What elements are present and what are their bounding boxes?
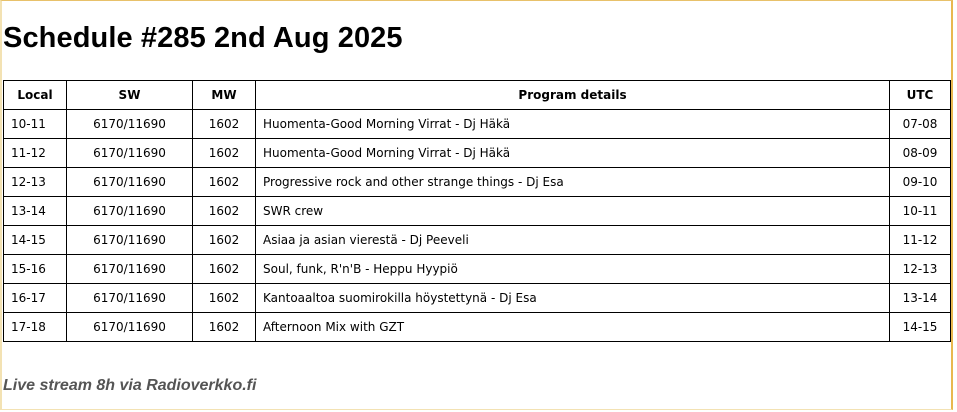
table-row	[4, 284, 951, 313]
cell-local: 11-12	[4, 139, 67, 168]
cell-local: 13-14	[4, 197, 67, 226]
cell-mw: 1602	[193, 226, 256, 255]
table-row	[4, 139, 951, 168]
table-row	[4, 313, 951, 342]
cell-sw: 6170/11690	[67, 313, 193, 342]
cell-local: 17-18	[4, 313, 67, 342]
table-row	[4, 110, 951, 139]
cell-utc: 07-08	[890, 110, 951, 139]
header-program-details: Program details	[256, 81, 890, 110]
cell-program: Kantoaaltoa suomirokilla höystettynä - Dj Esa	[256, 284, 890, 313]
cell-local: 15-16	[4, 255, 67, 284]
cell-local: 12-13	[4, 168, 67, 197]
cell-program: Progressive rock and other strange things - Dj Esa	[256, 168, 890, 197]
schedule-table	[3, 80, 951, 342]
header-local: Local	[4, 81, 67, 110]
table-row	[4, 168, 951, 197]
header-mw: MW	[193, 81, 256, 110]
cell-mw: 1602	[193, 284, 256, 313]
cell-utc: 10-11	[890, 197, 951, 226]
cell-mw: 1602	[193, 313, 256, 342]
live-stream-note: Live stream 8h via Radioverkko.fi	[3, 377, 257, 394]
cell-utc: 08-09	[890, 139, 951, 168]
cell-utc: 13-14	[890, 284, 951, 313]
page-title: Schedule #285 2nd Aug 2025	[3, 22, 403, 54]
cell-mw: 1602	[193, 110, 256, 139]
cell-sw: 6170/11690	[67, 197, 193, 226]
cell-sw: 6170/11690	[67, 226, 193, 255]
cell-utc: 09-10	[890, 168, 951, 197]
cell-utc: 11-12	[890, 226, 951, 255]
cell-utc: 14-15	[890, 313, 951, 342]
cell-program: SWR crew	[256, 197, 890, 226]
cell-program: Afternoon Mix with GZT	[256, 313, 890, 342]
cell-program: Soul, funk, R'n'B - Heppu Hyypiö	[256, 255, 890, 284]
table-row	[4, 226, 951, 255]
header-sw: SW	[67, 81, 193, 110]
cell-sw: 6170/11690	[67, 284, 193, 313]
cell-program: Huomenta-Good Morning Virrat - Dj Häkä	[256, 110, 890, 139]
cell-local: 16-17	[4, 284, 67, 313]
header-utc: UTC	[890, 81, 951, 110]
cell-program: Huomenta-Good Morning Virrat - Dj Häkä	[256, 139, 890, 168]
cell-utc: 12-13	[890, 255, 951, 284]
cell-sw: 6170/11690	[67, 168, 193, 197]
cell-sw: 6170/11690	[67, 139, 193, 168]
cell-mw: 1602	[193, 197, 256, 226]
table-row	[4, 197, 951, 226]
cell-sw: 6170/11690	[67, 255, 193, 284]
cell-mw: 1602	[193, 255, 256, 284]
cell-mw: 1602	[193, 168, 256, 197]
cell-local: 10-11	[4, 110, 67, 139]
table-header-row	[4, 81, 951, 110]
cell-local: 14-15	[4, 226, 67, 255]
cell-mw: 1602	[193, 139, 256, 168]
table-row	[4, 255, 951, 284]
cell-program: Asiaa ja asian vierestä - Dj Peeveli	[256, 226, 890, 255]
cell-sw: 6170/11690	[67, 110, 193, 139]
